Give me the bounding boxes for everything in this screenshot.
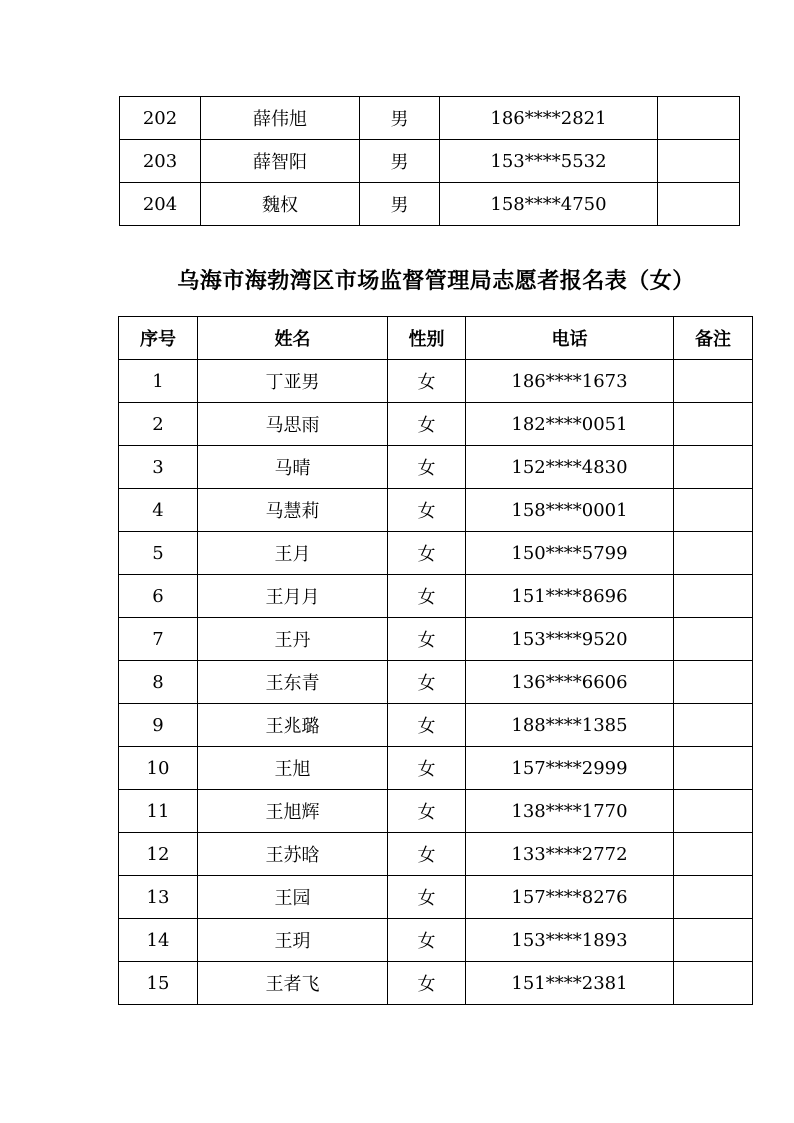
table-row	[119, 446, 753, 489]
name-cell: 王丹	[198, 618, 388, 661]
gender-cell: 女	[388, 446, 466, 489]
gender-cell: 女	[388, 532, 466, 575]
phone-cell: 151****8696	[466, 575, 674, 618]
gender-cell: 女	[388, 876, 466, 919]
phone-cell: 153****1893	[466, 919, 674, 962]
table-header	[119, 317, 753, 360]
serial-cell: 204	[120, 183, 201, 226]
name-cell: 王月	[198, 532, 388, 575]
gender-cell: 女	[388, 833, 466, 876]
table-row	[119, 747, 753, 790]
phone-cell: 182****0051	[466, 403, 674, 446]
table-row	[119, 360, 753, 403]
header-serial-number: 序号	[119, 317, 198, 360]
note-cell	[674, 876, 753, 919]
note-cell	[674, 919, 753, 962]
gender-cell: 男	[360, 140, 440, 183]
name-cell: 丁亚男	[198, 360, 388, 403]
header-name: 姓名	[198, 317, 388, 360]
table-row	[119, 575, 753, 618]
serial-cell: 15	[119, 962, 198, 1005]
note-cell	[674, 446, 753, 489]
serial-cell: 2	[119, 403, 198, 446]
table-row	[119, 532, 753, 575]
serial-cell: 13	[119, 876, 198, 919]
phone-cell: 150****5799	[466, 532, 674, 575]
table-row	[119, 661, 753, 704]
phone-cell: 186****2821	[440, 97, 658, 140]
name-cell: 马晴	[198, 446, 388, 489]
gender-cell: 女	[388, 489, 466, 532]
serial-cell: 14	[119, 919, 198, 962]
gender-cell: 女	[388, 962, 466, 1005]
note-cell	[674, 747, 753, 790]
note-cell	[674, 962, 753, 1005]
serial-cell: 11	[119, 790, 198, 833]
note-cell	[674, 360, 753, 403]
name-cell: 王旭辉	[198, 790, 388, 833]
table-row	[119, 919, 753, 962]
name-cell: 王园	[198, 876, 388, 919]
note-cell	[674, 833, 753, 876]
gender-cell: 女	[388, 575, 466, 618]
name-cell: 薛伟旭	[201, 97, 360, 140]
name-cell: 王者飞	[198, 962, 388, 1005]
note-cell	[658, 140, 740, 183]
gender-cell: 女	[388, 360, 466, 403]
note-cell	[674, 790, 753, 833]
note-cell	[674, 489, 753, 532]
name-cell: 王旭	[198, 747, 388, 790]
phone-cell: 138****1770	[466, 790, 674, 833]
name-cell: 王东青	[198, 661, 388, 704]
gender-cell: 女	[388, 919, 466, 962]
name-cell: 薛智阳	[201, 140, 360, 183]
name-cell: 马慧莉	[198, 489, 388, 532]
serial-cell: 10	[119, 747, 198, 790]
gender-cell: 男	[360, 183, 440, 226]
gender-cell: 女	[388, 661, 466, 704]
table-row	[120, 140, 740, 183]
serial-cell: 6	[119, 575, 198, 618]
name-cell: 王月月	[198, 575, 388, 618]
serial-cell: 7	[119, 618, 198, 661]
table-row	[119, 876, 753, 919]
table-row	[119, 704, 753, 747]
serial-cell: 1	[119, 360, 198, 403]
note-cell	[658, 183, 740, 226]
phone-cell: 153****5532	[440, 140, 658, 183]
phone-cell: 188****1385	[466, 704, 674, 747]
note-cell	[658, 97, 740, 140]
serial-cell: 203	[120, 140, 201, 183]
note-cell	[674, 575, 753, 618]
phone-cell: 157****2999	[466, 747, 674, 790]
note-cell	[674, 532, 753, 575]
serial-cell: 3	[119, 446, 198, 489]
serial-cell: 202	[120, 97, 201, 140]
phone-cell: 157****8276	[466, 876, 674, 919]
phone-cell: 158****4750	[440, 183, 658, 226]
female-volunteer-table	[118, 316, 753, 1005]
table-row	[119, 489, 753, 532]
table-row	[119, 833, 753, 876]
serial-cell: 12	[119, 833, 198, 876]
note-cell	[674, 704, 753, 747]
table-row	[120, 183, 740, 226]
gender-cell: 女	[388, 403, 466, 446]
table-row	[119, 618, 753, 661]
phone-cell: 158****0001	[466, 489, 674, 532]
phone-cell: 152****4830	[466, 446, 674, 489]
name-cell: 王苏晗	[198, 833, 388, 876]
name-cell: 王玥	[198, 919, 388, 962]
document-title: 乌海市海勃湾区市场监督管理局志愿者报名表（女）	[177, 269, 695, 294]
phone-cell: 151****2381	[466, 962, 674, 1005]
name-cell: 马思雨	[198, 403, 388, 446]
serial-cell: 9	[119, 704, 198, 747]
gender-cell: 女	[388, 704, 466, 747]
note-cell	[674, 618, 753, 661]
continued-volunteer-table	[119, 96, 740, 226]
gender-cell: 女	[388, 790, 466, 833]
table-row	[119, 403, 753, 446]
name-cell: 王兆璐	[198, 704, 388, 747]
table-row	[119, 790, 753, 833]
header-gender: 性别	[388, 317, 466, 360]
header-note: 备注	[674, 317, 753, 360]
continued-table-body	[120, 97, 740, 226]
serial-cell: 8	[119, 661, 198, 704]
gender-cell: 女	[388, 747, 466, 790]
header-row	[119, 317, 753, 360]
phone-cell: 136****6606	[466, 661, 674, 704]
name-cell: 魏权	[201, 183, 360, 226]
phone-cell: 153****9520	[466, 618, 674, 661]
phone-cell: 186****1673	[466, 360, 674, 403]
note-cell	[674, 661, 753, 704]
serial-cell: 5	[119, 532, 198, 575]
note-cell	[674, 403, 753, 446]
header-phone: 电话	[466, 317, 674, 360]
phone-cell: 133****2772	[466, 833, 674, 876]
table-row	[120, 97, 740, 140]
gender-cell: 男	[360, 97, 440, 140]
main-table-body	[119, 360, 753, 1005]
gender-cell: 女	[388, 618, 466, 661]
serial-cell: 4	[119, 489, 198, 532]
table-row	[119, 962, 753, 1005]
